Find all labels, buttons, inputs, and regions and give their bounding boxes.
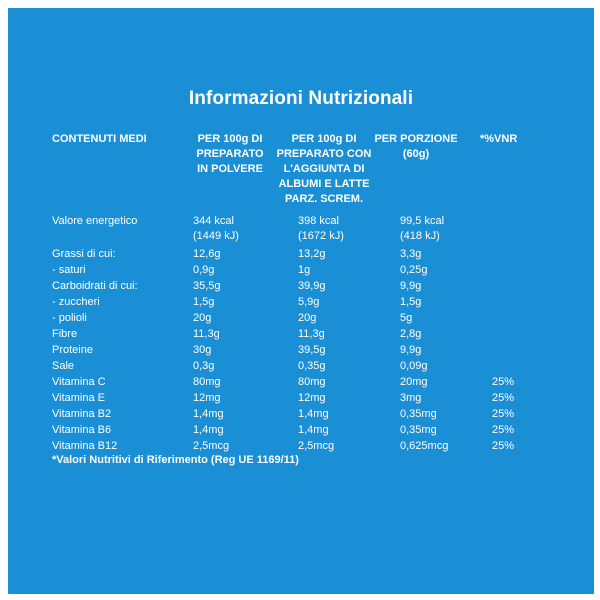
- cell-preparato: 0,35g: [298, 360, 326, 372]
- cell-preparato: 398 kcal: [298, 215, 339, 227]
- cell-polvere: 1,4mg: [193, 408, 224, 420]
- header-label: PER 100g DI PREPARATO CON L'AGGIUNTA DI ALBUMI E LATTE PARZ. SCREM.: [276, 133, 372, 205]
- row-label: Valore energetico: [52, 215, 138, 227]
- cell-porzione: 0,35mg: [400, 408, 437, 420]
- cell-polvere: 0,9g: [193, 264, 215, 276]
- cell-preparato: 1g: [298, 264, 311, 276]
- cell-porzione: 20mg: [400, 376, 428, 388]
- cell-porzione: 9,9g: [400, 280, 422, 292]
- cell-polvere: 2,5mcg: [193, 440, 230, 452]
- header-per-100g-preparato: [276, 132, 372, 207]
- cell-vnr: 25%: [492, 440, 515, 452]
- header-per-100g-polvere: [190, 132, 270, 177]
- cell-preparato: 5,9g: [298, 296, 320, 308]
- header-vnr: [480, 132, 517, 147]
- cell-preparato: 39,9g: [298, 280, 326, 292]
- cell-porzione: 0,35mg: [400, 424, 437, 436]
- cell-polvere: 1,5g: [193, 296, 215, 308]
- cell-polvere: 35,5g: [193, 280, 221, 292]
- cell-preparato: 80mg: [298, 376, 326, 388]
- cell-porzione: 5g: [400, 312, 413, 324]
- cell-polvere: 20g: [193, 312, 212, 324]
- header-per-porzione: [368, 132, 464, 162]
- row-label: Vitamina C: [52, 376, 106, 388]
- row-label: Sale: [52, 360, 75, 372]
- cell-porzione: 0,09g: [400, 360, 428, 372]
- header-contenuti-medi: [52, 132, 147, 147]
- cell-polvere: 12mg: [193, 392, 221, 404]
- cell-preparato: 1,4mg: [298, 408, 329, 420]
- cell-porzione-kj: (418 kJ): [400, 230, 440, 242]
- row-label: Proteine: [52, 344, 93, 356]
- cell-preparato-kj: (1672 kJ): [298, 230, 344, 242]
- cell-vnr: 25%: [492, 408, 515, 420]
- cell-vnr: 25%: [492, 424, 515, 436]
- cell-porzione: 0,25g: [400, 264, 428, 276]
- footnote: *Valori Nutritivi di Riferimento (Reg UE 1169/11): [52, 454, 299, 466]
- cell-polvere: 344 kcal: [193, 215, 234, 227]
- cell-vnr: 25%: [492, 392, 515, 404]
- cell-porzione: 2,8g: [400, 328, 422, 340]
- row-label: - saturi: [52, 264, 86, 276]
- row-label: Grassi di cui:: [52, 248, 116, 260]
- cell-polvere: 12,6g: [193, 248, 221, 260]
- row-label: - zuccheri: [52, 296, 100, 308]
- header-label: *%VNR: [480, 133, 518, 145]
- row-label: Carboidrati di cui:: [52, 280, 138, 292]
- cell-porzione: 3,3g: [400, 248, 422, 260]
- cell-polvere: 30g: [193, 344, 212, 356]
- cell-preparato: 12mg: [298, 392, 326, 404]
- row-label: Vitamina B6: [52, 424, 112, 436]
- cell-preparato: 39,5g: [298, 344, 326, 356]
- cell-preparato: 20g: [298, 312, 317, 324]
- cell-porzione: 99,5 kcal: [400, 215, 445, 227]
- cell-preparato: 11,3g: [298, 328, 325, 340]
- cell-polvere: 80mg: [193, 376, 221, 388]
- cell-porzione: 3mg: [400, 392, 422, 404]
- row-label: - polioli: [52, 312, 87, 324]
- cell-porzione: 9,9g: [400, 344, 422, 356]
- header-label: PER PORZIONE (60g): [374, 133, 458, 160]
- cell-preparato: 2,5mcg: [298, 440, 335, 452]
- cell-porzione: 1,5g: [400, 296, 422, 308]
- row-label: Vitamina B12: [52, 440, 118, 452]
- cell-polvere: 0,3g: [193, 360, 215, 372]
- cell-vnr: 25%: [492, 376, 515, 388]
- row-label: Fibre: [52, 328, 78, 340]
- header-label: CONTENUTI MEDI: [52, 133, 147, 145]
- row-label: Vitamina E: [52, 392, 105, 404]
- cell-polvere: 11,3g: [193, 328, 220, 340]
- cell-polvere: 1,4mg: [193, 424, 224, 436]
- row-label: Vitamina B2: [52, 408, 112, 420]
- header-label: PER 100g DI PREPARATO IN POLVERE: [196, 133, 264, 175]
- cell-porzione: 0,625mcg: [400, 440, 449, 452]
- nutrition-panel: [8, 8, 594, 594]
- page-title: Informazioni Nutrizionali: [188, 88, 414, 109]
- cell-preparato: 1,4mg: [298, 424, 329, 436]
- cell-polvere-kj: (1449 kJ): [193, 230, 239, 242]
- cell-preparato: 13,2g: [298, 248, 326, 260]
